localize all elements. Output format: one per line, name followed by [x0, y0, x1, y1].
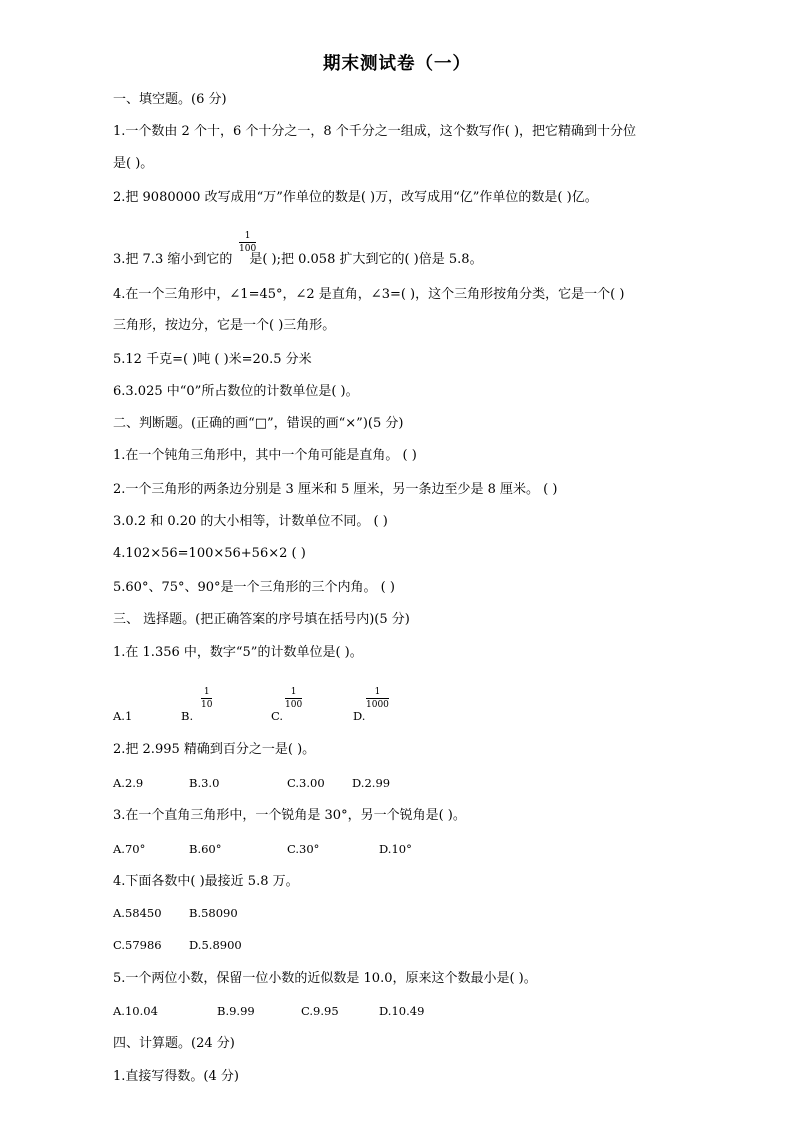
section-1-header: 一、填空题。(6 分): [113, 92, 227, 107]
fill-question-3-prefix: 3.把 7.3 缩小到它的: [113, 252, 233, 267]
choice-question-1: 1.在 1.356 中，数字“5”的计数单位是( )。: [113, 645, 363, 660]
judge-question-1: 1.在一个钝角三角形中，其中一个角可能是直角。 ( ): [113, 448, 417, 463]
fraction-numerator: 1: [366, 687, 389, 699]
fill-question-1-line-1: 1.一个数由 2 个十，6 个十分之一，8 个千分之一组成，这个数写作( )，把它精确到十分位: [113, 124, 637, 139]
choice-question-5: 5.一个两位小数，保留一位小数的近似数是 10.0，原来这个数最小是( )。: [113, 971, 537, 986]
choice-5-option-b: B.9.99: [217, 1004, 255, 1018]
section-3-header: 三、 选择题。(把正确答案的序号填在括号内)(5 分): [113, 612, 410, 627]
choice-question-2: 2.把 2.995 精确到百分之一是( )。: [113, 742, 316, 757]
choice-1-option-c-fraction: [285, 687, 302, 710]
choice-4-option-d: D.5.8900: [189, 938, 242, 952]
choice-2-option-a: A.2.9: [113, 776, 144, 790]
choice-1-option-a: A.1: [113, 709, 133, 723]
choice-4-option-a: A.58450: [113, 906, 162, 920]
choice-5-option-d: D.10.49: [379, 1004, 425, 1018]
fraction-numerator: 1: [239, 231, 256, 243]
fraction-numerator: 1: [285, 687, 302, 699]
fill-question-5: 5.12 千克=( )吨 ( )米=20.5 分米: [113, 352, 312, 367]
choice-4-option-c: C.57986: [113, 938, 162, 952]
choice-5-option-c: C.9.95: [301, 1004, 339, 1018]
fraction-denominator: 1000: [366, 700, 389, 710]
fraction-denominator: 10: [201, 700, 213, 710]
choice-1-option-b: B.: [181, 709, 194, 723]
judge-question-2: 2.一个三角形的两条边分别是 3 厘米和 5 厘米，另一条边至少是 8 厘米。 ( ): [113, 482, 558, 497]
section-2-header: 二、判断题。(正确的画“□”，错误的画“×”)(5 分): [113, 416, 404, 431]
choice-3-option-c: C.30°: [287, 842, 320, 856]
judge-question-5: 5.60°、75°、90°是一个三角形的三个内角。 ( ): [113, 580, 395, 595]
choice-2-option-d: D.2.99: [352, 776, 391, 790]
fill-question-3: [113, 252, 483, 268]
choice-1-option-d: D.: [353, 709, 366, 723]
judge-question-4: 4.102×56=100×56+56×2 ( ): [113, 546, 306, 561]
choice-2-option-c: C.3.00: [287, 776, 325, 790]
exam-title: 期末测试卷（一）: [323, 54, 471, 74]
fraction-denominator: 100: [239, 244, 257, 254]
choice-3-option-a: A.70°: [113, 842, 146, 856]
fill-question-4-line-1: 4.在一个三角形中，∠1=45°，∠2 是直角，∠3=( )，这个三角形按角分类，它是一个( ): [113, 287, 625, 302]
choice-5-option-a: A.10.04: [113, 1004, 158, 1018]
choice-1-option-d-fraction: [366, 687, 389, 710]
fill-question-6: 6.3.025 中“0”所占数位的计数单位是( )。: [113, 384, 359, 399]
fill-question-2: 2.把 9080000 改写成用“万”作单位的数是( )万，改写成用“亿”作单位的数是( )亿。: [113, 190, 598, 205]
fill-question-4-line-2: 三角形，按边分，它是一个( )三角形。: [113, 318, 336, 333]
section-4-header: 四、计算题。(24 分): [113, 1036, 235, 1051]
choice-question-3: 3.在一个直角三角形中，一个锐角是 30°，另一个锐角是( )。: [113, 808, 466, 823]
choice-3-option-b: B.60°: [189, 842, 222, 856]
choice-1-option-c: C.: [271, 709, 284, 723]
fraction-numerator: 1: [201, 687, 212, 699]
fraction-denominator: 100: [285, 700, 303, 710]
choice-1-option-b-fraction: [201, 687, 212, 710]
choice-2-option-b: B.3.0: [189, 776, 220, 790]
fraction-one-hundredth: [239, 231, 256, 254]
fill-question-1-line-2: 是( )。: [113, 156, 154, 171]
choice-question-4: 4.下面各数中( )最接近 5.8 万。: [113, 874, 299, 889]
judge-question-3: 3.0.2 和 0.20 的大小相等，计数单位不同。 ( ): [113, 514, 388, 529]
choice-4-option-b: B.58090: [189, 906, 238, 920]
choice-3-option-d: D.10°: [379, 842, 412, 856]
fill-question-3-suffix: 是( );把 0.058 扩大到它的( )倍是 5.8。: [249, 252, 483, 267]
calc-question-1: 1.直接写得数。(4 分): [113, 1069, 239, 1084]
